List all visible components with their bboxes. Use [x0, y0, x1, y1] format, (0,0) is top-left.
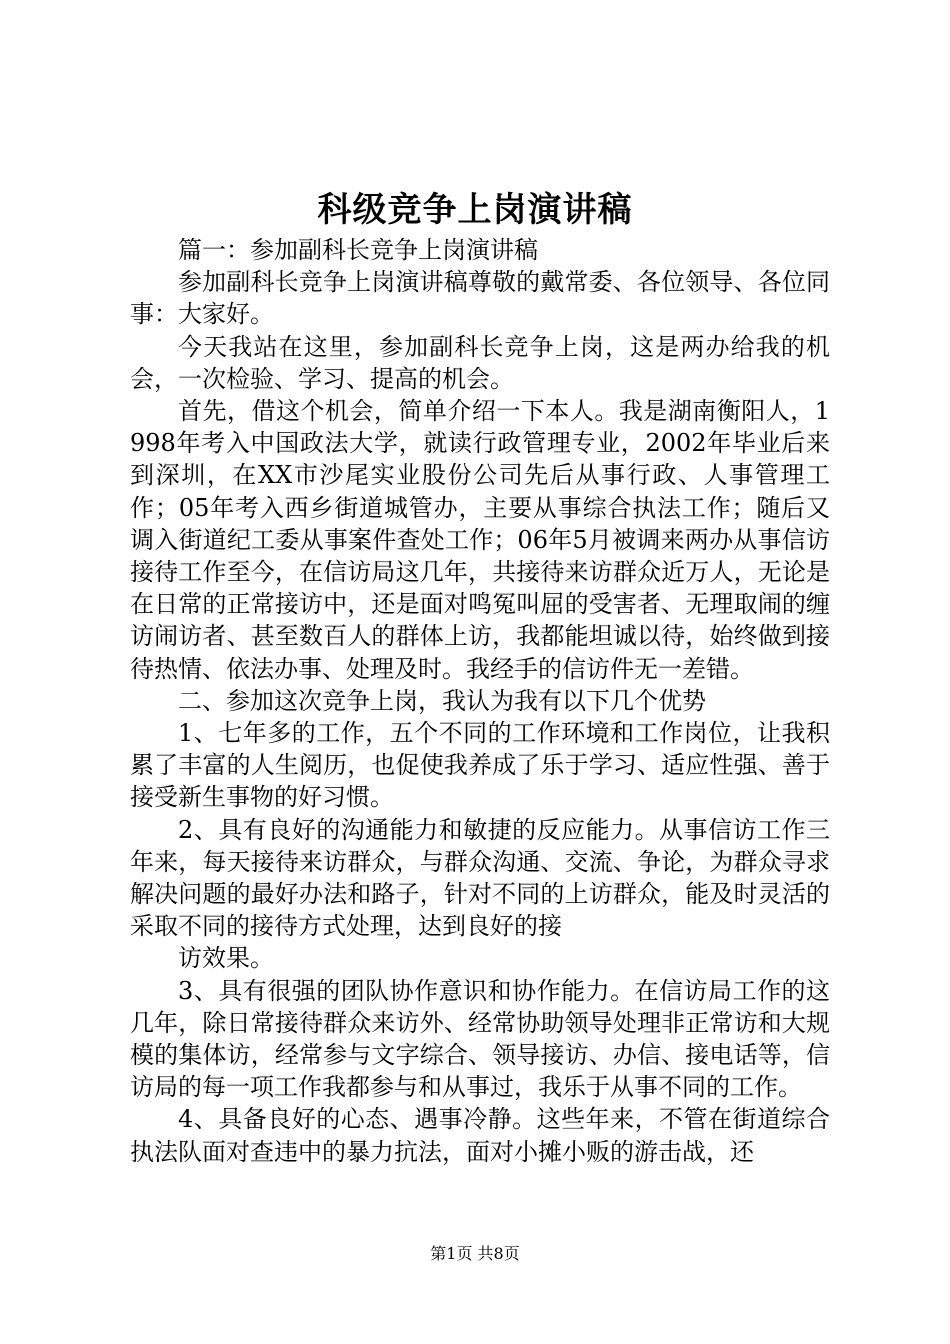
- paragraph-advantages-heading: 二、参加这次竞争上岗，我认为我有以下几个优势: [178, 686, 706, 715]
- paragraph-advantage-4: 4、具备良好的心态、遇事冷静。这些年来，不管在街道综合执法队面对查违中的暴力抗法，面对小摊小贩的游击战，还: [130, 1105, 830, 1166]
- page-footer: 第1页 共8页: [430, 1244, 520, 1263]
- document-body: [130, 234, 830, 1168]
- paragraph-advantage-3: 3、具有很强的团队协作意识和协作能力。在信访局工作的这几年，除日常接待群众来访外、经常协助领导处理非正常访和大规模的集体访，经常参与文字综合、领导接访、办信、接电话等，信访局的每一项工作我都参与和从事过，我乐于从事不同的工作。: [130, 976, 830, 1102]
- paragraph-self-introduction: 首先，借这个机会，简单介绍一下本人。我是湖南衡阳人，1998年考入中国政法大学，就读行政管理专业，2002年毕业后来到深圳，在XX市沙尾实业股份公司先后从事行政、人事管理工作；05年考入西乡街道城管办，主要从事综合执法工作；随后又调入街道纪工委从事案件查处工作；06年5月被调来两办从事信访接待工作至今，在信访局这几年，共接待来访群众近万人，无论是在日常的正常接访中，还是面对鸣冤叫屈的受害者、无理取闹的缠访闹访者、甚至数百人的群体上访，我都能坦诚以待，始终做到接待热情、依法办事、处理及时。我经手的信访件无一差错。: [130, 397, 830, 683]
- paragraph-opening: 今天我站在这里，参加副科长竞争上岗，这是两办给我的机会，一次检验、学习、提高的机会。: [130, 332, 830, 393]
- paragraph-advantage-1: 1、七年多的工作，五个不同的工作环境和工作岗位，让我积累了丰富的人生阅历，也促使我养成了乐于学习、适应性强、善于接受新生事物的好习惯。: [130, 719, 830, 812]
- paragraph-heading-part1: 篇一：参加副科长竞争上岗演讲稿: [178, 236, 538, 264]
- paragraph-advantage-2-continued: 访效果。: [178, 944, 274, 973]
- document-title: 科级竞争上岗演讲稿: [317, 190, 633, 230]
- paragraph-advantage-2: 2、具有良好的沟通能力和敏捷的反应能力。从事信访工作三年来，每天接待来访群众，与群众沟通、交流、争论，为群众寻求解决问题的最好办法和路子，针对不同的上访群众，能及时灵活的采取不同的接待方式处理，达到良好的接: [130, 815, 830, 941]
- paragraph-greeting: 参加副科长竞争上岗演讲稿尊敬的戴常委、各位领导、各位同事：大家好。: [130, 268, 830, 329]
